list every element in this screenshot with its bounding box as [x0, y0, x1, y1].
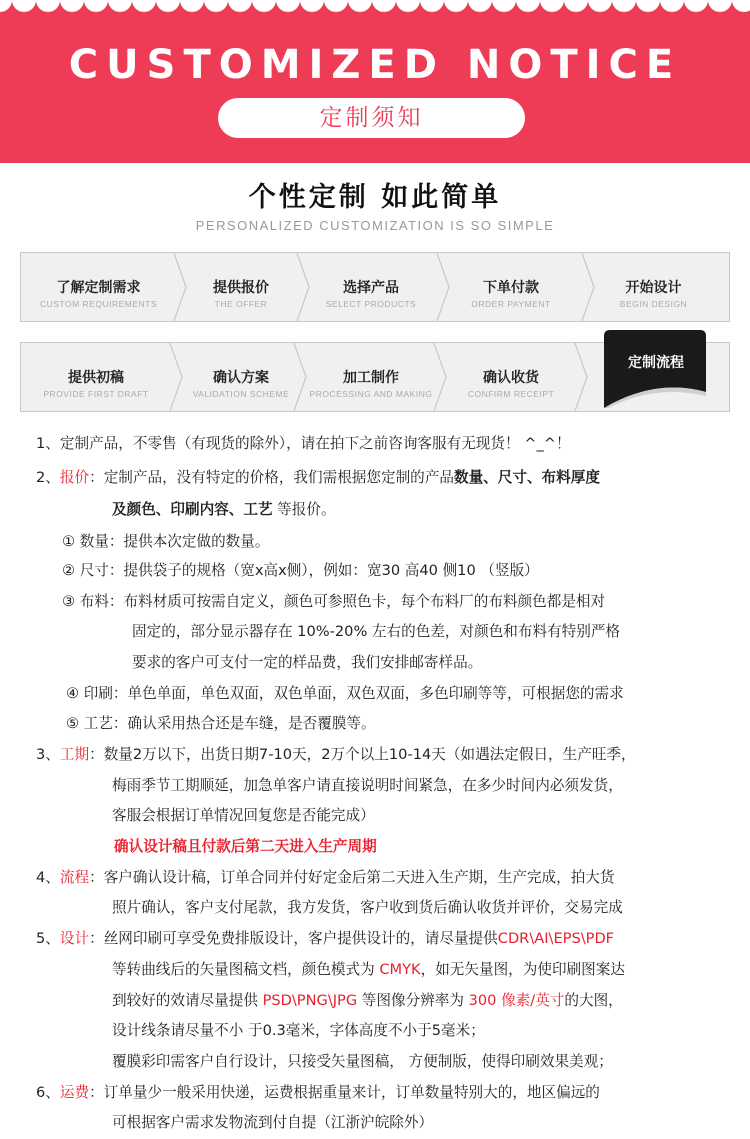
note-key: 设计 — [59, 930, 90, 947]
scallop — [660, 0, 684, 12]
note-2-quantity: ① 数量：提供本次定做的数量。 — [62, 533, 270, 550]
chevron-right-icon — [581, 253, 595, 321]
scallop — [420, 0, 444, 12]
step-label: 确认方案 — [213, 370, 269, 386]
note-1: 1、定制产品，不零售（有现货的除外），请在拍下之前咨询客服有无现货！ ^_^！ — [36, 435, 571, 452]
flow-tag — [604, 330, 706, 408]
note-2-line-1: 2、报价：定制产品，没有特定的价格，我们需根据您定制的产品数量、尺寸、布料厚度 — [36, 469, 600, 486]
note-4-line-1: 4、流程：客户确认设计稿，订单合同并付好定金后第二天进入生产期，生产完成，拍大货 — [36, 869, 615, 886]
scallop — [516, 0, 540, 12]
step-label: 确认收货 — [483, 370, 539, 386]
scallop — [636, 0, 660, 12]
note-3-line-2: 梅雨季节工期顺延，加急单客户请直接说明时间紧急，在多少时间内必须发货， — [112, 777, 623, 794]
note-5-line-5: 覆膜彩印需客户自行设计，只接受矢量图稿， 方便制版，使得印刷效果美观； — [112, 1053, 613, 1070]
note-2-fabric-3: 要求的客户可支付一定的样品费，我们安排邮寄样品。 — [132, 654, 483, 671]
scallop — [132, 0, 156, 12]
scallop — [492, 0, 516, 12]
scallop — [348, 0, 372, 12]
scallop — [396, 0, 420, 12]
step-validation-scheme — [181, 343, 301, 411]
scallop — [300, 0, 324, 12]
scallop-border — [0, 0, 750, 12]
section-title: 个性定制 如此简单 — [248, 182, 502, 213]
note-key: 流程 — [59, 869, 90, 886]
scallop — [252, 0, 276, 12]
step-processing-and-making — [306, 343, 436, 411]
note-2-fabric-2: 固定的，部分显示器存在 10%-20% 左右的色差，对颜色和布料有特别严格 — [132, 623, 621, 640]
note-2-fabric: ③ 布料：布料材质可按需自定义，颜色可参照色卡，每个布料厂的布料颜色都是相对 — [62, 593, 606, 610]
note-5-line-2: 等转曲线后的矢量图稿文档，颜色模式为 CMYK，如无矢量图，为使印刷图案达 — [112, 961, 625, 978]
step-label-en: VALIDATION SCHEME — [192, 389, 290, 399]
step-label: 了解定制需求 — [56, 280, 141, 296]
step-label-en: CUSTOM REQUIREMENTS — [39, 299, 158, 309]
step-label: 加工制作 — [343, 370, 399, 386]
note-6-line-2: 可根据客户需求发物流到付自提（江浙沪皖除外） — [112, 1114, 434, 1131]
chevron-right-icon — [169, 343, 183, 411]
step-custom-requirements — [21, 253, 176, 321]
scallop — [324, 0, 348, 12]
scallop — [372, 0, 396, 12]
scallop — [732, 0, 750, 12]
note-3-highlight: 确认设计稿且付款后第二天进入生产周期 — [114, 838, 377, 855]
step-label-en: SELECT PRODUCTS — [325, 299, 417, 309]
scallop — [588, 0, 612, 12]
section-subtitle: PERSONALIZED CUSTOMIZATION IS SO SIMPLE — [195, 218, 555, 233]
note-2-size: ② 尺寸：提供袋子的规格（宽x高x侧），例如：宽30 高40 侧10 （竖版） — [62, 562, 539, 579]
scallop — [36, 0, 60, 12]
step-label-en: ORDER PAYMENT — [471, 299, 551, 309]
chevron-right-icon — [296, 253, 310, 321]
step-provide-first-draft — [21, 343, 171, 411]
scallop — [276, 0, 300, 12]
banner-title: CUSTOMIZED NOTICE — [68, 42, 682, 88]
scallop — [228, 0, 252, 12]
note-3-line-3: 客服会根据订单情况回复您是否能完成） — [112, 807, 375, 824]
header-banner — [0, 0, 750, 163]
note-5-line-1: 5、设计：丝网印刷可享受免费排版设计，客户提供设计的，请尽量提供CDR\AI\EPS\PDF — [36, 930, 615, 947]
note-key: 工期 — [59, 746, 90, 763]
step-select-products — [311, 253, 431, 321]
note-2-printing: ④ 印刷：单色单面，单色双面，双色单面，双色双面，多色印刷等等，可根据您的需求 — [66, 685, 624, 702]
step-label: 选择产品 — [343, 280, 399, 296]
scallop — [540, 0, 564, 12]
step-the-offer — [186, 253, 296, 321]
chevron-right-icon — [433, 343, 447, 411]
note-key: 报价 — [59, 469, 90, 486]
note-2-craft: ⑤ 工艺：确认采用热合还是车缝，是否覆膜等。 — [66, 715, 376, 732]
note-3-line-1: 3、工期：数量2万以下，出货日期7-10天，2万个以上10-14天（如遇法定假日，生产旺季， — [36, 746, 636, 763]
step-label-en: THE OFFER — [214, 299, 268, 309]
step-confirm-receipt — [446, 343, 576, 411]
scallop — [708, 0, 732, 12]
chevron-right-icon — [173, 253, 187, 321]
step-label: 下单付款 — [483, 280, 539, 296]
scallop — [444, 0, 468, 12]
scallop — [204, 0, 228, 12]
step-label: 提供初稿 — [68, 370, 124, 386]
step-label-en: PROVIDE FIRST DRAFT — [43, 389, 149, 399]
note-6-line-1: 6、运费：订单量少一般采用快递，运费根据重量来计，订单数量特别大的，地区偏远的 — [36, 1084, 600, 1101]
process-steps-row-1 — [20, 252, 730, 322]
scallop — [156, 0, 180, 12]
note-5-line-3: 到较好的效请尽量提供 PSD\PNG\JPG 等图像分辨率为 300 像素/英寸的大图， — [112, 992, 623, 1009]
note-4-line-2: 照片确认，客户支付尾款，我方发货，客户收到货后确认收货并评价，交易完成 — [112, 899, 623, 916]
scallop — [564, 0, 588, 12]
note-key: 运费 — [59, 1084, 90, 1101]
step-label: 开始设计 — [625, 280, 682, 296]
scallop — [108, 0, 132, 12]
step-label-en: BEGIN DESIGN — [619, 299, 688, 309]
scallop — [60, 0, 84, 12]
scallop — [0, 0, 12, 12]
scallop — [180, 0, 204, 12]
note-5-line-4: 设计线条请尽量不小 于0.3毫米，字体高度不小于5毫米； — [112, 1022, 485, 1039]
step-begin-design — [596, 253, 711, 321]
chevron-right-icon — [574, 343, 588, 411]
scallop — [684, 0, 708, 12]
step-order-payment — [451, 253, 571, 321]
step-label: 提供报价 — [213, 280, 269, 296]
flow-tag-label: 定制流程 — [628, 355, 684, 371]
note-2-line-2: 及颜色、印刷内容、工艺 等报价。 — [112, 501, 336, 518]
scallop — [612, 0, 636, 12]
chevron-right-icon — [436, 253, 450, 321]
step-label-en: PROCESSING AND MAKING — [309, 389, 433, 399]
step-label-en: CONFIRM RECEIPT — [467, 389, 555, 399]
scallop — [84, 0, 108, 12]
scallop — [468, 0, 492, 12]
scallop — [12, 0, 36, 12]
chevron-right-icon — [293, 343, 307, 411]
banner-subtitle-pill: 定制须知 — [218, 98, 525, 138]
